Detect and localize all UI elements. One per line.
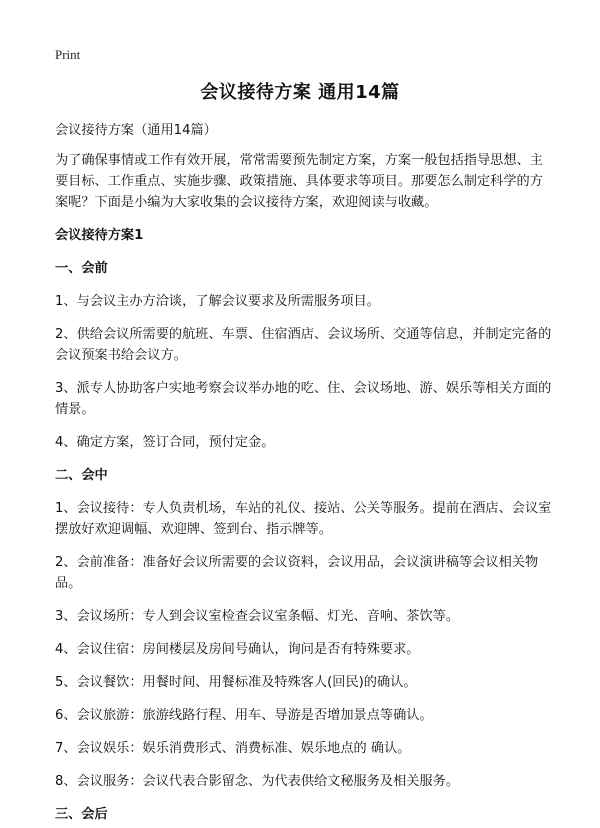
document-subtitle: 会议接待方案（通用14篇） — [55, 123, 217, 138]
section-heading-before: 一、会前 — [55, 261, 108, 276]
list-item: 1、会议接待：专人负责机场，车站的礼仪、接站、公关等服务。提前在酒店、会议室摆放好欢迎调幅、欢迎牌、签到台、指示牌等。 — [55, 501, 552, 537]
list-item: 3、会议场所：专人到会议室检查会议室条幅、灯光、音响、茶饮等。 — [55, 609, 460, 624]
list-item: 4、确定方案，签订合同，预付定金。 — [55, 435, 275, 450]
list-item: 4、会议住宿：房间楼层及房间号确认，询问是否有特殊要求。 — [55, 642, 420, 657]
list-item: 2、会前准备：准备好会议所需要的会议资料，会议用品，会议演讲稿等会议相关物品。 — [55, 555, 539, 591]
list-item: 2、供给会议所需要的航班、车票、住宿酒店、会议场所、交通等信息，并制定完备的会议预案书给会议方。 — [55, 327, 552, 363]
list-item: 1、与会议主办方洽谈，了解会议要求及所需服务项目。 — [55, 294, 380, 309]
list-item: 6、会议旅游：旅游线路行程、用车、导游是否增加景点等确认。 — [55, 708, 433, 723]
page-title: 会议接待方案 通用14篇 — [200, 82, 400, 103]
list-item: 7、会议娱乐：娱乐消费形式、消费标准、娱乐地点的 确认。 — [55, 741, 411, 756]
document-body — [55, 120, 555, 828]
list-item: 5、会议餐饮：用餐时间、用餐标准及特殊客人(回民)的确认。 — [55, 675, 417, 690]
section-heading-during: 二、会中 — [55, 468, 108, 483]
list-item: 3、派专人协助客户实地考察会议举办地的吃、住、会议场地、游、娱乐等相关方面的情景。 — [55, 381, 552, 417]
plan-heading: 会议接待方案1 — [55, 228, 144, 243]
section-heading-after: 三、会后 — [55, 807, 108, 822]
print-label: Print — [55, 47, 81, 62]
intro-paragraph: 为了确保事情或工作有效开展，常常需要预先制定方案，方案一般包括指导思想、主要目标、工作重点、实施步骤、政策措施、具体要求等项目。那要怎么制定科学的方案呢？下面是小编为大家收集的会议接待方案，欢迎阅读与收藏。 — [55, 153, 543, 210]
list-item: 8、会议服务：会议代表合影留念、为代表供给文秘服务及相关服务。 — [55, 774, 460, 789]
